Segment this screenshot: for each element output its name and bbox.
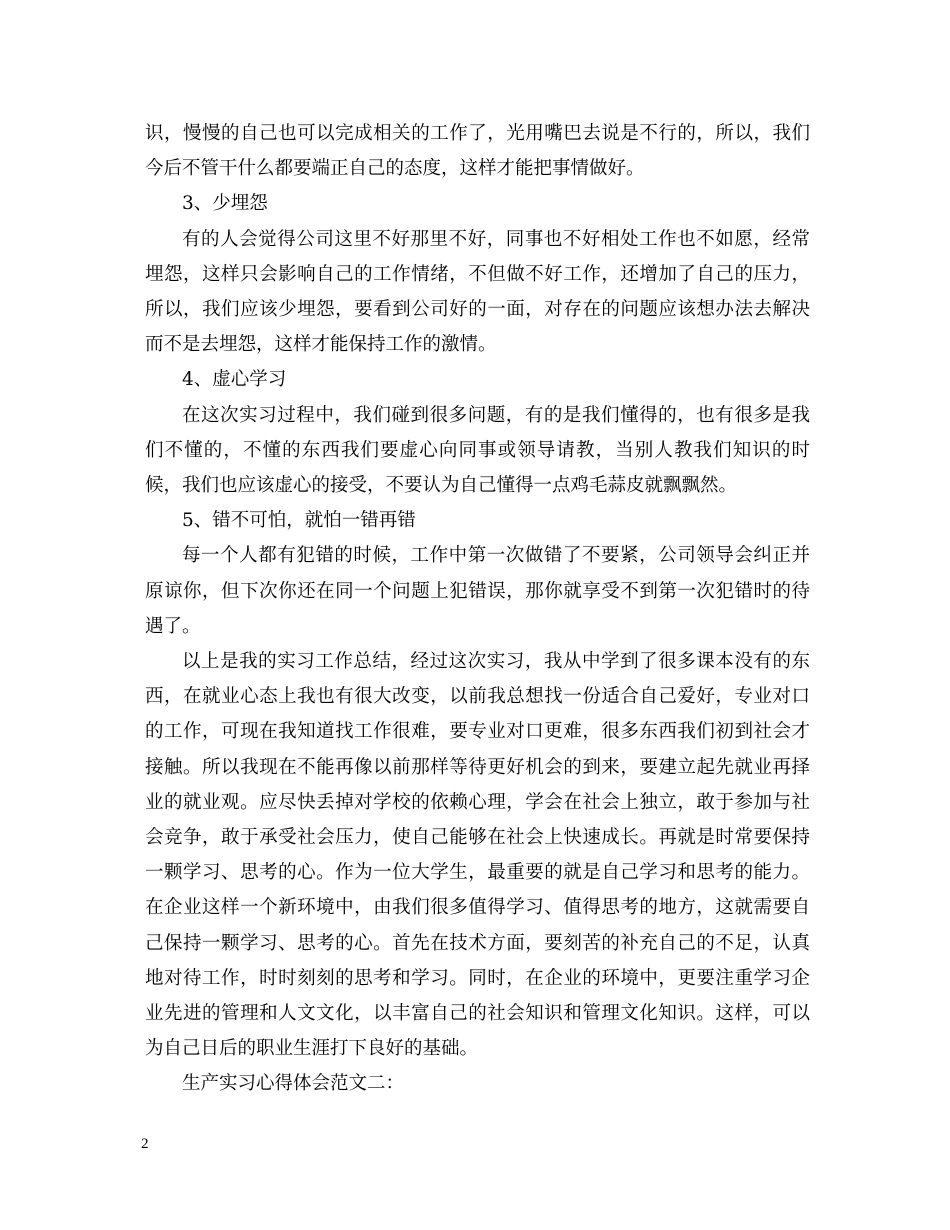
paragraph-mistakes: 每一个人都有犯错的时候，工作中第一次做错了不要紧，公司领导会纠正并原谅你，但下次你还在同一个问题上犯错误，那你就享受不到第一次犯错时的待遇了。 [145, 545, 810, 637]
section-heading-mistakes: 5、错不可怕，就怕一错再错 [182, 510, 416, 532]
document-body [145, 116, 810, 1102]
paragraph-summary: 以上是我的实习工作总结，经过这次实习，我从中学到了很多课本没有的东西，在就业心态上我也有很大改变，以前我总想找一份适合自己爱好，专业对口的工作，可现在我知道找工作很难，要专业对口更难，很多东西我们初到社会才接触。所以我现在不能再像以前那样等待更好机会的到来，要建立起先就业再择业的就业观。应尽快丢掉对学校的依赖心理，学会在社会上独立，敢于参加与社会竞争，敢于承受社会压力，使自己能够在社会上快速成长。再就是时常要保持一颗学习、思考的心。作为一位大学生，最重要的就是自己学习和思考的能力。在企业这样一个新环境中，由我们很多值得学习、值得思考的地方，这就需要自己保持一颗学习、思考的心。首先在技术方面，要刻苦的补充自己的不足，认真地对待工作，时时刻刻的思考和学习。同时，在企业的环境中，更要注重学习企业先进的管理和人文文化，以丰富自己的社会知识和管理文化知识。这样，可以为自己日后的职业生涯打下良好的基础。 [145, 651, 810, 1060]
section-heading-humble-learning: 4、虚心学习 [182, 369, 287, 391]
paragraph-continuation: 识，慢慢的自己也可以完成相关的工作了，光用嘴巴去说是不行的，所以，我们今后不管干什么都要端正自己的态度，这样才能把事情做好。 [145, 123, 810, 180]
page-number: 2 [141, 1136, 149, 1152]
section-heading-complain-less: 3、少埋怨 [182, 193, 268, 215]
section-heading-sample-two: 生产实习心得体会范文二： [182, 1073, 405, 1095]
paragraph-humble-learning: 在这次实习过程中，我们碰到很多问题，有的是我们懂得的，也有很多是我们不懂的，不懂的东西我们要虚心向同事或领导请教，当别人教我们知识的时候，我们也应该虚心的接受，不要认为自己懂得一点鸡毛蒜皮就飘飘然。 [145, 404, 810, 497]
paragraph-complain-less: 有的人会觉得公司这里不好那里不好，同事也不好相处工作也不如愿，经常埋怨，这样只会影响自己的工作情绪，不但做不好工作，还增加了自己的压力，所以，我们应该少埋怨，要看到公司好的一面，对存在的问题应该想办法去解决而不是去埋怨，这样才能保持工作的激情。 [145, 228, 810, 356]
